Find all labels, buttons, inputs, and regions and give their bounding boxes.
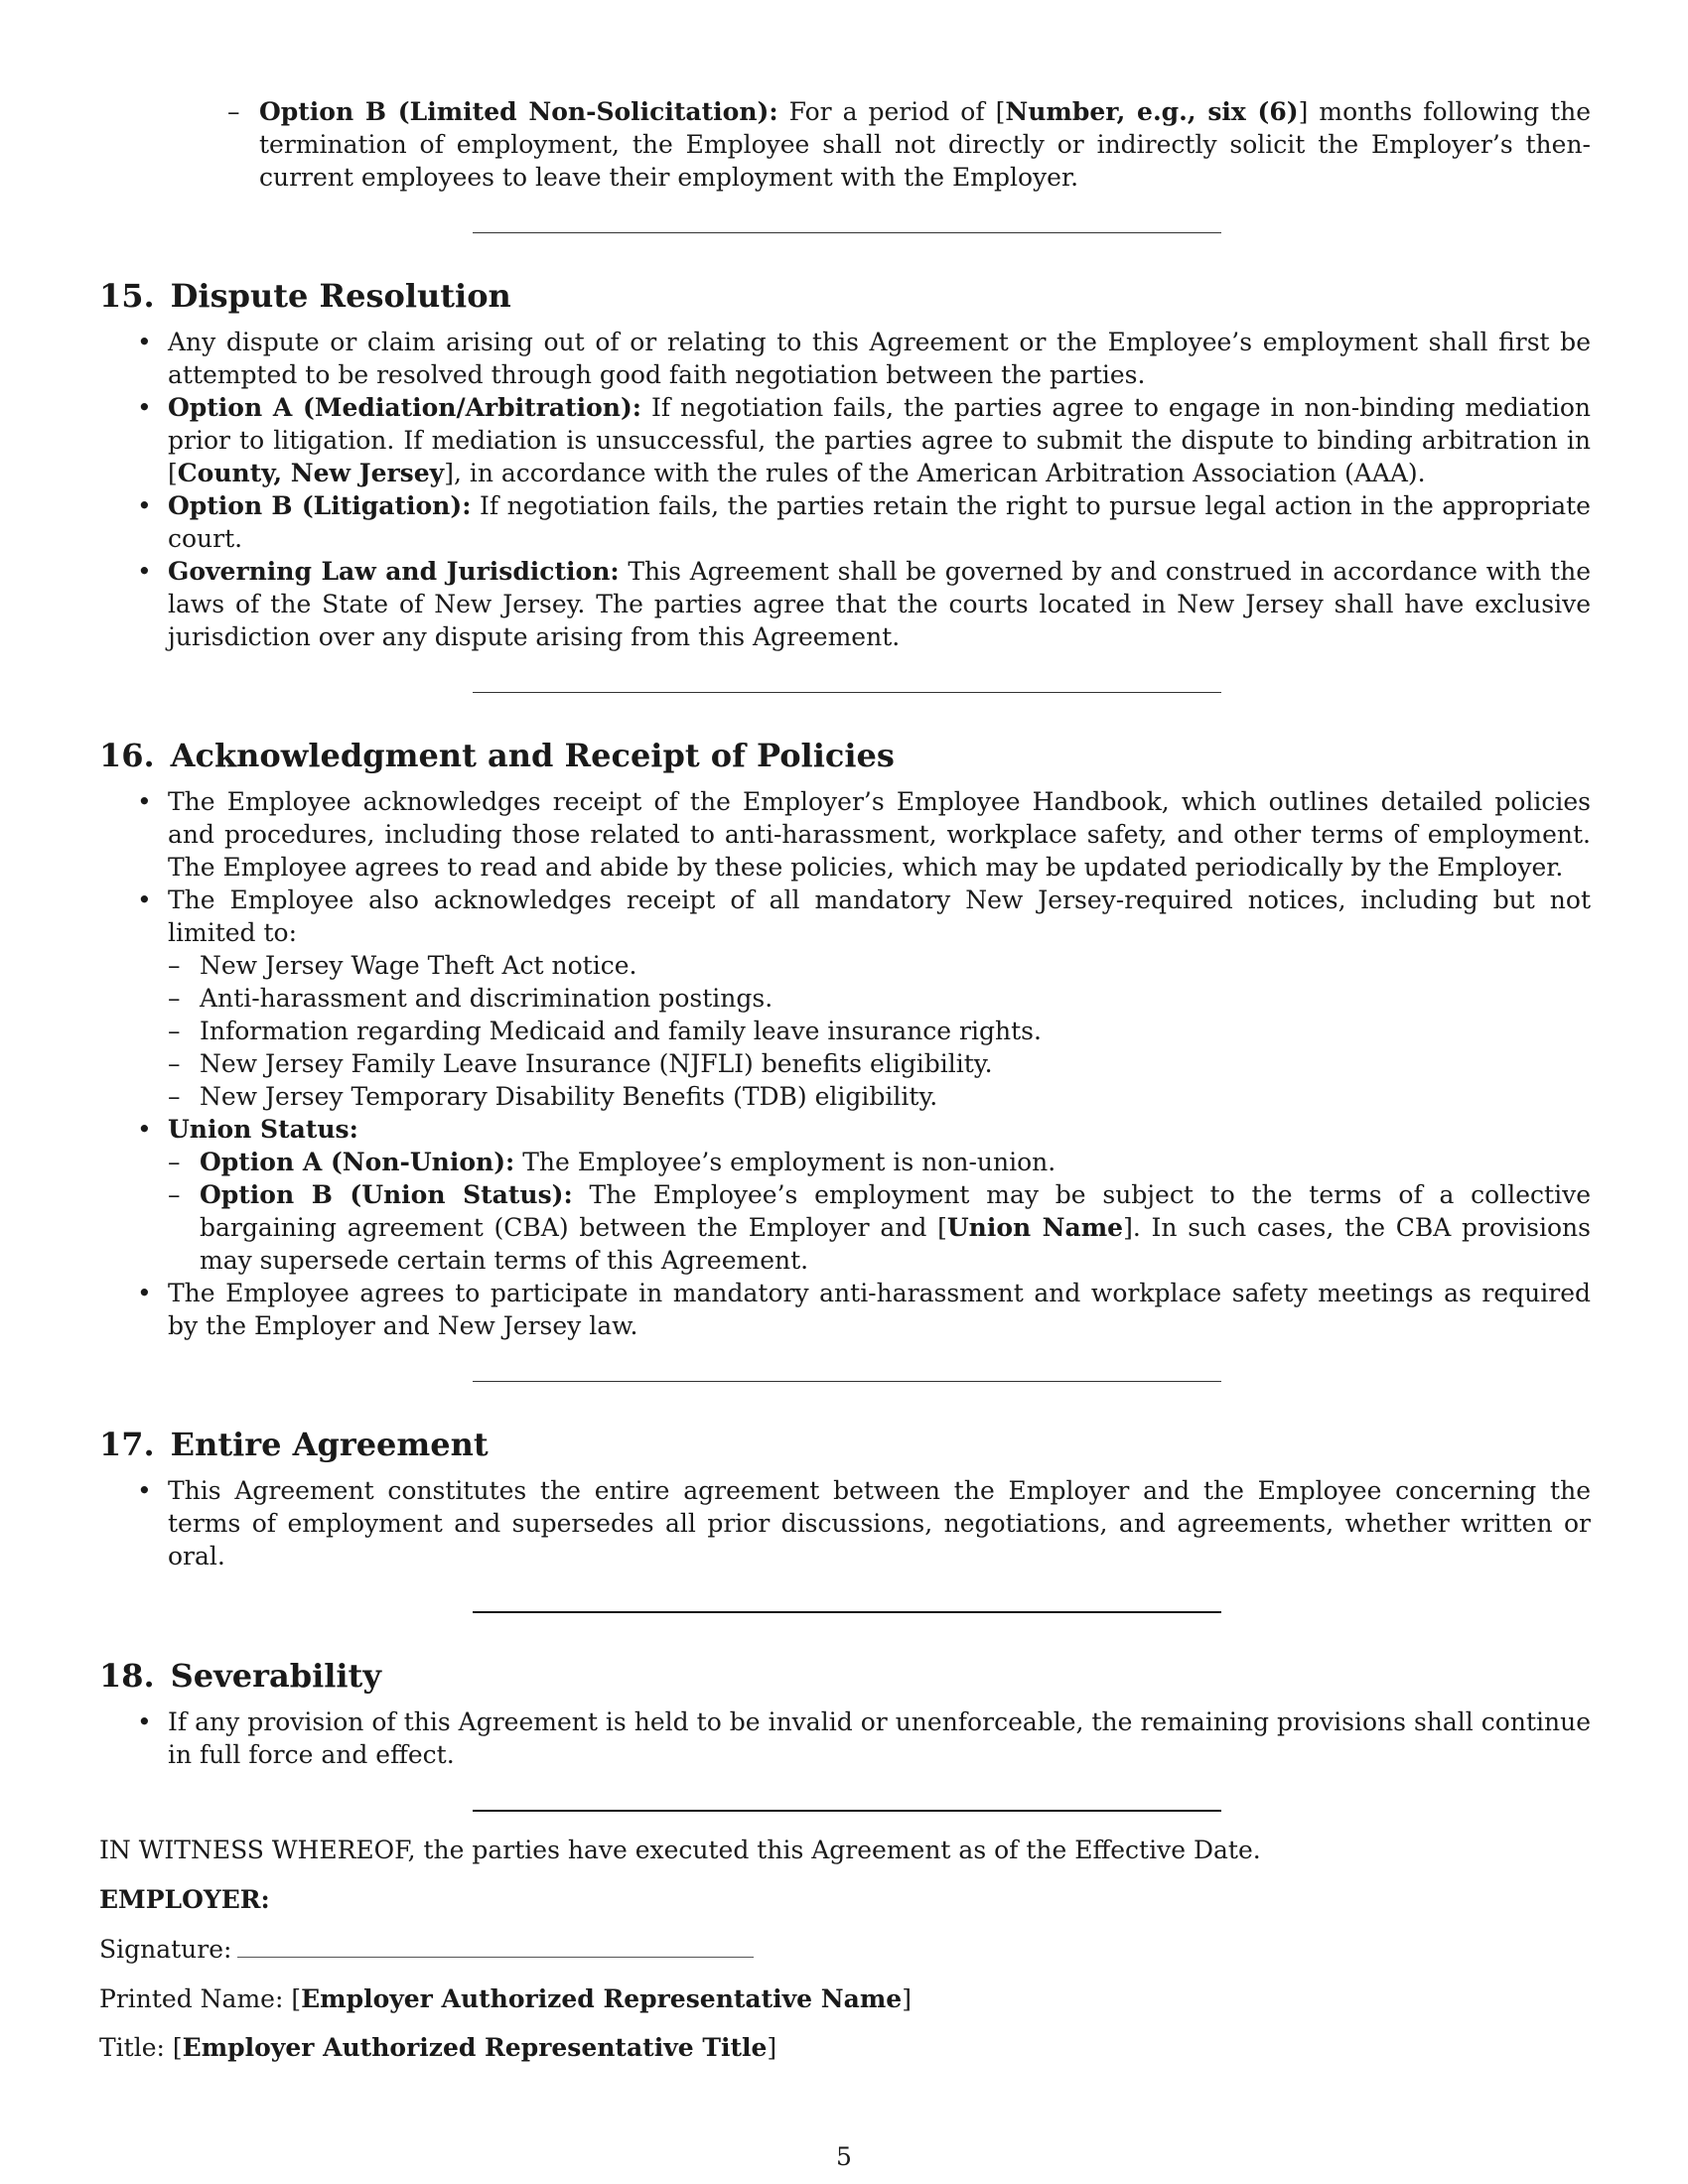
list-item: • If any provision of this Agreement is held to be invalid or unenforceable, the remaining provisions shall continue in full force and effect. (99, 1706, 1591, 1771)
title-value: Employer Authorized Representative Title (182, 2033, 768, 2062)
nj-notices-list (168, 949, 1591, 1113)
list-item: • Union Status: – Option A (Non-Union): The Employee’s employment is non-union. – Option B (Union Status): The Employee’s employment may be subject to the terms of a collective bargaining agreement (CBA) between the Employer and [Union Name]. In such cases, the CBA provisions may supersede certain terms of this Agreement. (99, 1113, 1591, 1277)
acknowledgment-list (99, 785, 1591, 1342)
union-option-a: – Option A (Non-Union): The Employee’s employment is non-union. (168, 1146, 1591, 1178)
printed-name-value: Employer Authorized Representative Name (301, 1984, 903, 2013)
notice-item: – Anti-harassment and discrimination postings. (168, 982, 1591, 1015)
option-b-limited-non-solicitation: – Option B (Limited Non-Solicitation): For a period of [Number, e.g., six (6)] months following the termination of employment, the Employee shall not directly or indirectly solicit the Employer’s then-current employees to leave their employment with the Employer. (227, 95, 1591, 194)
section-heading-acknowledgment: 16. Acknowledgment and Receipt of Policies (99, 737, 895, 774)
list-item: • The Employee also acknowledges receipt of all mandatory New Jersey-required notices, including but not limited to: – New Jersey Wage Theft Act notice. – Anti-harassment and discrimination postings. – Information regarding Medicaid and family leave insurance rights. – New Jersey Family Leave Insurance (NJFLI) benefits eligibility. – New Jersey Temporary Disability Benefits (TDB) eligibility. (99, 884, 1591, 1113)
dispute-resolution-list (99, 326, 1591, 653)
notice-item: – New Jersey Temporary Disability Benefits (TDB) eligibility. (168, 1080, 1591, 1113)
notice-item: – Information regarding Medicaid and family leave insurance rights. (168, 1015, 1591, 1047)
section-heading-entire-agreement: 17. Entire Agreement (99, 1426, 489, 1463)
section-divider (473, 1381, 1221, 1382)
union-option-b: – Option B (Union Status): The Employee’s employment may be subject to the terms of a collective bargaining agreement (CBA) between the Employer and [Union Name]. In such cases, the CBA provisions may supersede certain terms of this Agreement. (168, 1178, 1591, 1277)
section-heading-severability: 18. Severability (99, 1657, 381, 1695)
section-heading-dispute-resolution: 15. Dispute Resolution (99, 277, 511, 315)
list-item: • Option B (Litigation): If negotiation fails, the parties retain the right to pursue legal action in the appropriate court. (99, 489, 1591, 555)
union-status-options (168, 1146, 1591, 1277)
printed-name-label: Printed Name: (99, 1984, 284, 2013)
severability-list (99, 1706, 1591, 1771)
list-item: • The Employee agrees to participate in mandatory anti-harassment and workplace safety meetings as required by the Employer and New Jersey law. (99, 1277, 1591, 1342)
list-item: • Option A (Mediation/Arbitration): If negotiation fails, the parties agree to engage in non-binding mediation prior to litigation. If mediation is unsuccessful, the parties agree to submit the dispute to binding arbitration in [County, New Jersey], in accordance with the rules of the American Arbitration Association (AAA). (99, 391, 1591, 489)
list-item: • Any dispute or claim arising out of or relating to this Agreement or the Employee’s employment shall first be attempted to be resolved through good faith negotiation between the parties. (99, 326, 1591, 391)
document-page (99, 95, 1591, 2064)
notice-item: – New Jersey Wage Theft Act notice. (168, 949, 1591, 982)
list-item: • This Agreement constitutes the entire agreement between the Employer and the Employee concerning the terms of employment and supersedes all prior discussions, negotiations, and agreements, whether written or oral. (99, 1474, 1591, 1572)
signature-row (99, 1933, 1591, 1966)
list-item: • Governing Law and Jurisdiction: This Agreement shall be governed by and construed in accordance with the laws of the State of New Jersey. The parties agree that the courts located in New Jersey shall have exclusive jurisdiction over any dispute arising from this Agreement. (99, 555, 1591, 653)
section-divider (473, 1611, 1221, 1613)
list-item: • The Employee acknowledges receipt of the Employer’s Employee Handbook, which outlines detailed policies and procedures, including those related to anti-harassment, workplace safety, and other terms of employment. The Employee agrees to read and abide by these policies, which may be updated periodically by the Employer. (99, 785, 1591, 884)
entire-agreement-list (99, 1474, 1591, 1572)
employer-label: EMPLOYER: (99, 1885, 270, 1914)
title-label: Title: (99, 2033, 165, 2062)
non-solicitation-options (227, 95, 1591, 194)
section-divider (473, 232, 1221, 233)
signature-line[interactable] (237, 1935, 754, 1958)
signature-label: Signature: (99, 1935, 232, 1964)
notice-item: – New Jersey Family Leave Insurance (NJFLI) benefits eligibility. (168, 1047, 1591, 1080)
page-number: 5 (836, 2142, 852, 2171)
printed-name-row: Printed Name: [Employer Authorized Representative Name] (99, 1984, 912, 2013)
witness-statement: IN WITNESS WHEREOF, the parties have executed this Agreement as of the Effective Date. (99, 1836, 1261, 1864)
section-divider (473, 1810, 1221, 1812)
section-divider (473, 692, 1221, 693)
title-row: Title: [Employer Authorized Representative Title] (99, 2033, 777, 2062)
